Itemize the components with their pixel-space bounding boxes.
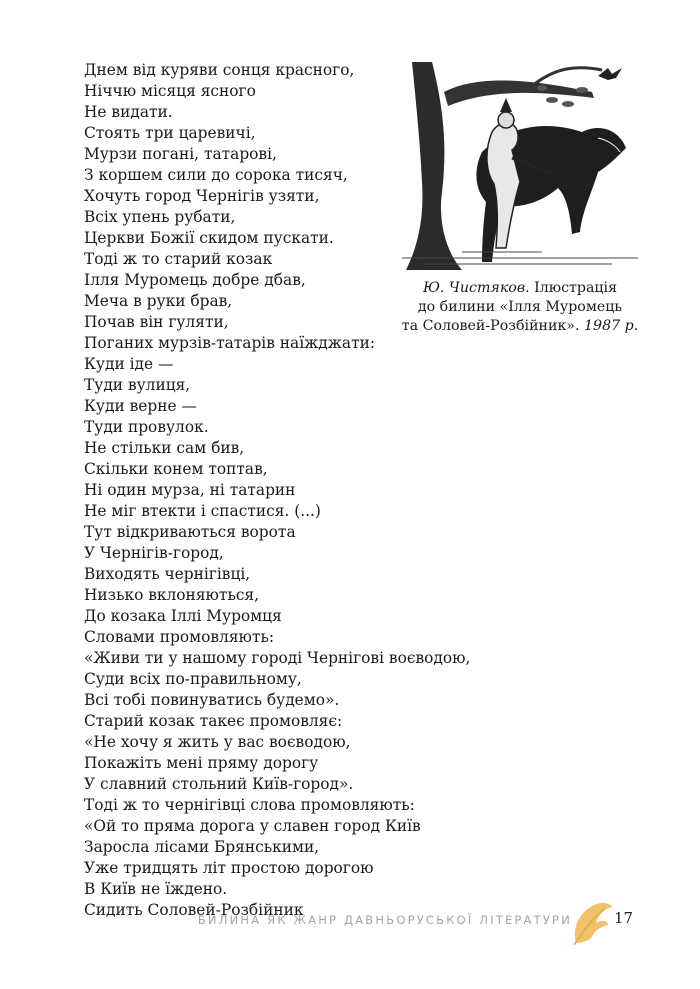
poem-line: Тут відкриваються ворота — [84, 523, 296, 541]
illustration-caption — [384, 279, 656, 336]
poem-line: У славний стольний Київ-город». — [84, 775, 354, 793]
poem-line: Туди вулиця, — [84, 376, 191, 394]
poem-line: Уже тридцять літ простою дорогою — [84, 859, 374, 877]
poem-line: Хочуть город Чернігів узяти, — [84, 187, 320, 205]
caption-year: 1987 р. — [579, 318, 639, 334]
poem-line: Сидить Соловей-Розбійник — [84, 901, 304, 919]
poem-line: Суди всіх по-правильному, — [84, 670, 302, 688]
page-number: 17 — [614, 909, 634, 927]
poem-line: Тоді ж то старий козак — [84, 250, 273, 268]
poem-line: До козака Іллі Муромця — [84, 607, 282, 625]
poem-line: Низько вклоняються, — [84, 586, 260, 604]
poem-line: Стоять три царевичі, — [84, 124, 256, 142]
poem-line: Ніччю місяця ясного — [84, 82, 256, 100]
page-footer — [0, 907, 700, 947]
quill-feather-icon — [568, 899, 614, 947]
poem-line: Мурзи погані, татарові, — [84, 145, 277, 163]
caption-author: Ю. Чистяков — [422, 280, 526, 296]
poem-line: Почав він гуляти, — [84, 313, 229, 331]
poem-line: «Живи ти у нашому городі Чернігові воєводою, — [84, 649, 471, 667]
poem-line: Днем від куряви сонця красного, — [84, 61, 355, 79]
poem-line: Не міг втекти і спастися. (...) — [84, 502, 321, 520]
caption-text: . Ілюстрація — [525, 280, 618, 296]
poem-line: Всіх упень рубати, — [84, 208, 236, 226]
illustration-ilya-muromets — [402, 62, 638, 270]
poem-line: Не видати. — [84, 103, 173, 121]
poem-line: Всі тобі повинуватись будемо». — [84, 691, 340, 709]
poem-line: Ілля Муромець добре дбав, — [84, 271, 306, 289]
poem-line: «Не хочу я жить у вас воєводою, — [84, 733, 351, 751]
poem-line: Виходять чернігівці, — [84, 565, 251, 583]
poem-line: В Київ не їждено. — [84, 880, 228, 898]
poem-line: Куди верне — — [84, 397, 197, 415]
poem-line: Ні один мурза, ні татарин — [84, 481, 296, 499]
poem-line: Туди провулок. — [84, 418, 209, 436]
poem-line: У Чернігів-город, — [84, 544, 224, 562]
poem-line: Заросла лісами Брянськими, — [84, 838, 320, 856]
caption-line2: до билини «Ілля Муромець — [417, 299, 623, 315]
poem-line: Меча в руки брав, — [84, 292, 233, 310]
poem-line: Куди іде — — [84, 355, 174, 373]
poem-line: Старий козак такеє промовляє: — [84, 712, 343, 730]
poem-line: Словами промовляють: — [84, 628, 275, 646]
poem-line: Церкви Божії скидом пускати. — [84, 229, 334, 247]
poem-line: Тоді ж то чернігівці слова промовляють: — [84, 796, 415, 814]
poem-line: Не стільки сам бив, — [84, 439, 245, 457]
poem-line: Скільки конем топтав, — [84, 460, 268, 478]
poem-line: Поганих мурзів-татарів наїжджати: — [84, 334, 376, 352]
poem-line: «Ой то пряма дорога у славен город Київ — [84, 817, 421, 835]
caption-line3: та Соловей-Розбійник». — [401, 318, 580, 334]
poem-line: Покажіть мені пряму дорогу — [84, 754, 319, 772]
running-head: БИЛИНА ЯК ЖАНР ДАВНЬОРУСЬКОЇ ЛІТЕРАТУРИ — [197, 913, 572, 927]
poem-line: З коршем сили до сорока тисяч, — [84, 166, 348, 184]
